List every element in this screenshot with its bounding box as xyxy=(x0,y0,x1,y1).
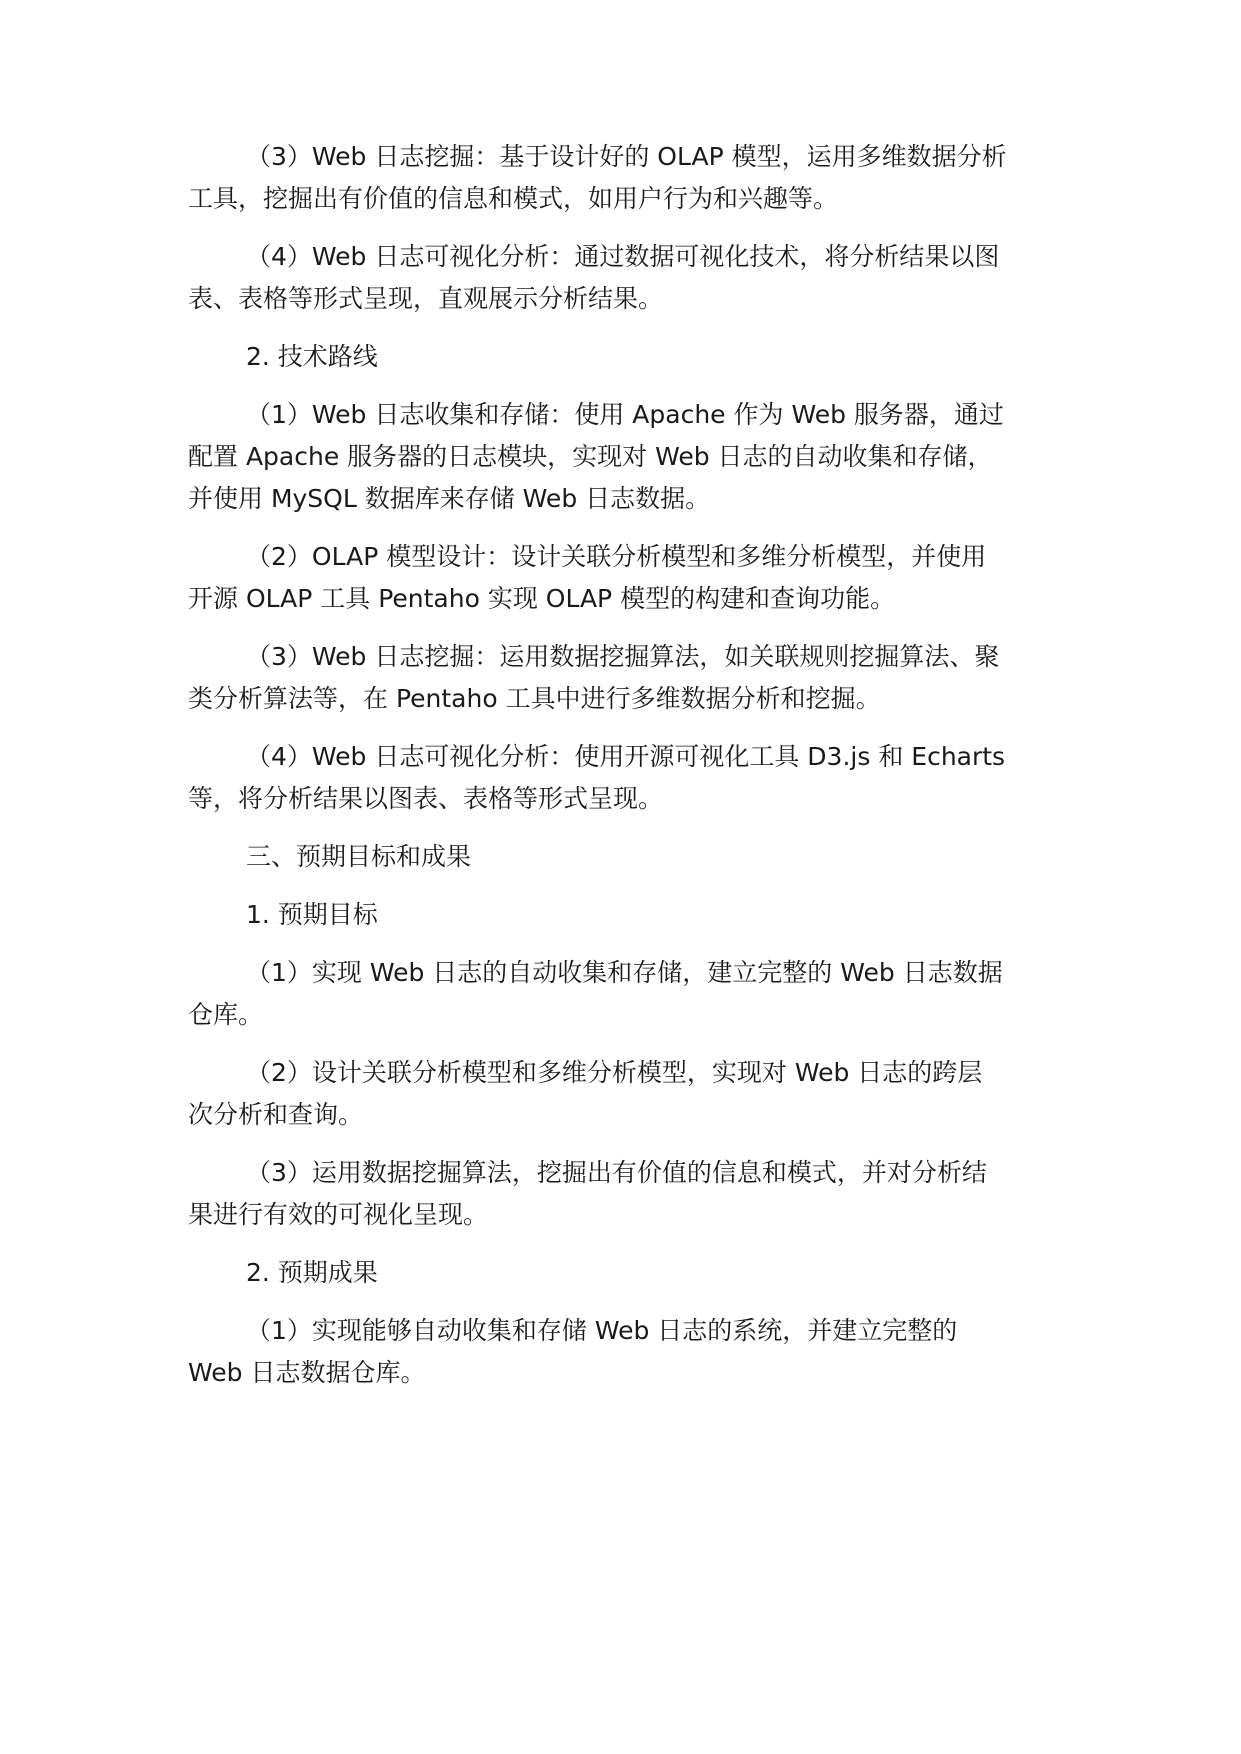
text-line: （2）OLAP 模型设计：设计关联分析模型和多维分析模型，并使用 xyxy=(246,542,987,571)
text-line: 次分析和查询。 xyxy=(188,1100,364,1129)
text-line: 表、表格等形式呈现，直观展示分析结果。 xyxy=(188,284,664,313)
text-line: （1）实现 Web 日志的自动收集和存储，建立完整的 Web 日志数据 xyxy=(246,958,1003,987)
text-line: 果进行有效的可视化呈现。 xyxy=(188,1200,489,1229)
text-line: （1）实现能够自动收集和存储 Web 日志的系统，并建立完整的 xyxy=(246,1316,958,1345)
text-line: Web 日志数据仓库。 xyxy=(188,1358,426,1387)
heading-tech-route: 2. 技术路线 xyxy=(246,342,378,371)
text-line: （3）运用数据挖掘算法，挖掘出有价值的信息和模式，并对分析结 xyxy=(246,1158,987,1187)
text-line: （4）Web 日志可视化分析：使用开源可视化工具 D3.js 和 Echarts xyxy=(246,742,1006,771)
text-line: 开源 OLAP 工具 Pentaho 实现 OLAP 模型的构建和查询功能。 xyxy=(188,584,896,613)
text-line: （1）Web 日志收集和存储：使用 Apache 作为 Web 服务器，通过 xyxy=(246,400,1004,429)
text-line: （3）Web 日志挖掘：基于设计好的 OLAP 模型，运用多维数据分析 xyxy=(246,142,1007,171)
text-line: 仓库。 xyxy=(188,1000,264,1029)
text-line: 配置 Apache 服务器的日志模块，实现对 Web 日志的自动收集和存储， xyxy=(188,442,993,471)
text-line: 工具，挖掘出有价值的信息和模式，如用户行为和兴趣等。 xyxy=(188,184,839,213)
text-line: 类分析算法等，在 Pentaho 工具中进行多维数据分析和挖掘。 xyxy=(188,684,881,713)
heading-expected-results: 2. 预期成果 xyxy=(246,1258,378,1287)
text-line: （4）Web 日志可视化分析：通过数据可视化技术，将分析结果以图 xyxy=(246,242,1000,271)
heading-expected-goals: 1. 预期目标 xyxy=(246,900,378,929)
text-line: （3）Web 日志挖掘：运用数据挖掘算法，如关联规则挖掘算法、聚 xyxy=(246,642,1000,671)
text-line: （2）设计关联分析模型和多维分析模型，实现对 Web 日志的跨层 xyxy=(246,1058,983,1087)
text-line: 等，将分析结果以图表、表格等形式呈现。 xyxy=(188,784,664,813)
text-line: 并使用 MySQL 数据库来存储 Web 日志数据。 xyxy=(188,484,711,513)
heading-section-three: 三、预期目标和成果 xyxy=(246,842,472,871)
